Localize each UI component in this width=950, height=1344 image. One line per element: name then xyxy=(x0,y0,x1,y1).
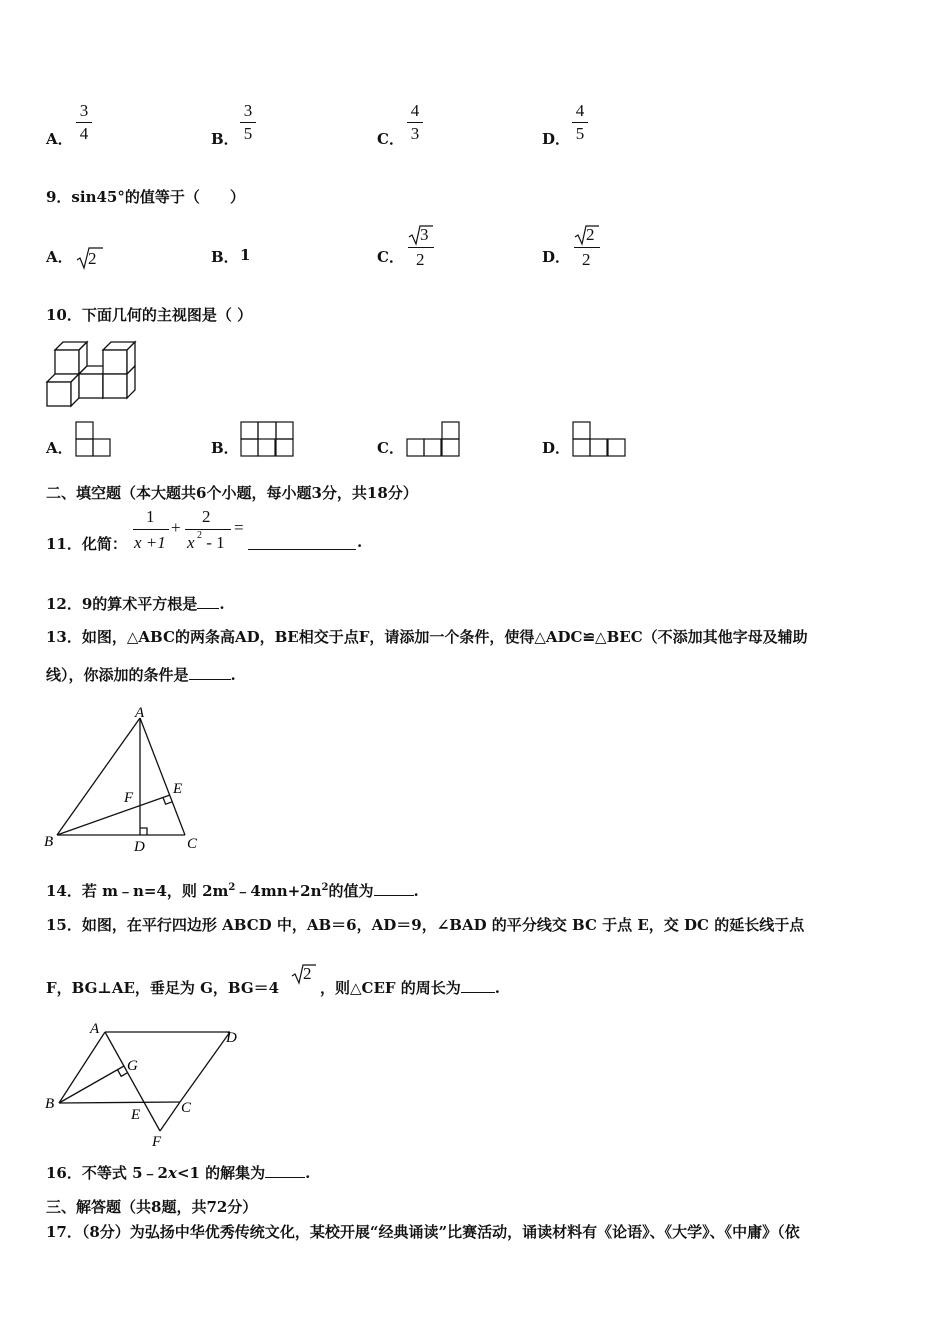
point-e-label: E xyxy=(131,1107,141,1123)
q16-end: . xyxy=(305,1164,311,1182)
q15-radicand: 2 xyxy=(303,964,312,983)
side-dc xyxy=(180,1032,230,1102)
fraction-bar xyxy=(185,529,231,530)
perpendicular-bg xyxy=(59,1066,124,1103)
numerator: 3 xyxy=(79,101,89,120)
fraction-bar xyxy=(408,247,434,248)
q14-exponent-2: 2 xyxy=(321,882,329,893)
q9-option-d-label: D． xyxy=(542,248,571,266)
q14-line xyxy=(46,880,419,901)
view-c-icon xyxy=(406,421,462,457)
q8-option-a-label: A． xyxy=(46,130,73,148)
denominator: 3 xyxy=(410,124,420,143)
q12-text: 12．9的算术平方根是 xyxy=(46,595,198,613)
q10-option-b-label: B． xyxy=(211,439,239,457)
denominator: 4 xyxy=(79,124,89,143)
q15-line2a: F，BG⊥AE，垂足为 G，BG＝4 xyxy=(46,979,280,997)
q15-line2b-wrap xyxy=(320,977,500,998)
numerator: 3 xyxy=(243,101,253,120)
q9-option-c-label: C． xyxy=(377,248,404,266)
side-ac xyxy=(140,718,185,835)
q13-line2-wrap xyxy=(46,664,236,685)
point-c-label: C xyxy=(181,1100,192,1116)
q11-fraction2-exponent: 2 xyxy=(197,530,202,541)
q9-option-c-numerator: 3 xyxy=(420,225,429,244)
right-angle-d xyxy=(140,828,147,835)
q10-stem: 10．下面几何的主视图是（ ） xyxy=(46,306,253,324)
fraction-bar xyxy=(133,529,169,530)
q14-answer-blank[interactable] xyxy=(374,881,414,896)
q16-line xyxy=(46,1162,310,1183)
q13-triangle-figure xyxy=(40,700,210,860)
q10-option-d-label: D． xyxy=(542,439,571,457)
q14-text-c: 的值为 xyxy=(328,882,374,900)
q16-text-b: <1 的解集为 xyxy=(176,1164,266,1182)
numerator: 4 xyxy=(410,101,420,120)
point-d-label: D xyxy=(226,1030,237,1046)
section-3-heading: 三、解答题（共8题，共72分） xyxy=(46,1198,258,1216)
q14-text-a: 14．若 m﹣n=4，则 2m xyxy=(46,882,229,900)
cube-stack-icon xyxy=(45,340,141,408)
denominator: 5 xyxy=(243,124,253,143)
q11-fraction1-denominator: x +1 xyxy=(134,533,166,552)
q11-end: . xyxy=(357,533,363,551)
view-a-icon xyxy=(75,421,113,457)
q15-line2b: ，则△CEF 的周长为 xyxy=(320,979,461,997)
q10-option-c-label: C． xyxy=(377,439,404,457)
side-bc xyxy=(59,1102,180,1103)
q15-parallelogram-figure xyxy=(40,1018,250,1153)
q9-option-b-value: 1 xyxy=(240,246,251,264)
q15-end: . xyxy=(494,979,501,997)
point-d-label: D xyxy=(134,839,145,855)
view-b-icon xyxy=(240,421,296,457)
q8-option-d-fraction xyxy=(572,101,588,144)
q9-option-b-label: B． xyxy=(211,248,239,266)
q11-prefix: 11．化简： xyxy=(46,535,127,553)
denominator: 5 xyxy=(575,124,585,143)
q13-end: . xyxy=(230,666,236,684)
q15-answer-blank[interactable] xyxy=(461,978,495,993)
point-f-label: F xyxy=(124,790,134,806)
q11-answer-blank[interactable] xyxy=(248,535,356,550)
q8-option-a-fraction xyxy=(76,101,92,144)
numerator: 4 xyxy=(575,101,585,120)
q14-text-b: ﹣4mn+2n xyxy=(235,882,322,900)
q8-option-c-label: C． xyxy=(377,130,404,148)
section-2-heading: 二、填空题（本大题共6个小题，每小题3分，共18分） xyxy=(46,484,418,502)
q12-line xyxy=(46,593,225,614)
q11-fraction2-numerator: 2 xyxy=(202,507,211,526)
point-c-label: C xyxy=(187,836,198,852)
q11-plus: + xyxy=(171,518,181,537)
q9-stem: 9．sin45°的值等于（ ） xyxy=(46,188,245,206)
q8-option-b-label: B． xyxy=(211,130,239,148)
q9-option-c-denominator: 2 xyxy=(416,250,425,269)
q16-answer-blank[interactable] xyxy=(265,1163,305,1178)
q12-end: . xyxy=(219,595,225,613)
q17-stem: 17．（8分）为弘扬中华优秀传统文化，某校开展“经典诵读”比赛活动，诵读材料有《论语》、《大学》、《中庸》（依 xyxy=(46,1223,800,1241)
point-f-label: F xyxy=(152,1134,162,1150)
q13-line1: 13．如图，△ABC的两条高AD，BE相交于点F，请添加一个条件，使得△ADC≌△BEC（不添加其他字母及辅助 xyxy=(46,628,808,646)
q9-option-d-denominator: 2 xyxy=(582,250,591,269)
side-ab xyxy=(59,1032,105,1103)
q8-option-b-fraction xyxy=(240,101,256,144)
q11-fraction2-denominator-rest: - 1 xyxy=(202,533,225,552)
q14-exponent-1: 2 xyxy=(228,882,236,893)
point-a-label: A xyxy=(135,705,145,721)
q8-option-d-label: D． xyxy=(542,130,571,148)
q13-answer-blank[interactable] xyxy=(189,665,231,680)
extension-cf xyxy=(160,1102,180,1131)
view-d-icon xyxy=(572,421,628,457)
q13-line2: 线），你添加的条件是 xyxy=(46,666,189,684)
side-ab xyxy=(57,718,140,835)
q16-variable: x xyxy=(167,1164,177,1182)
q11-fraction1-numerator: 1 xyxy=(146,507,155,526)
q14-end: . xyxy=(413,882,419,900)
q9-option-d-numerator: 2 xyxy=(586,225,595,244)
q9-option-a-label: A． xyxy=(46,248,73,266)
q16-text-a: 16．不等式 5﹣2 xyxy=(46,1164,168,1182)
point-a-label: A xyxy=(90,1021,100,1037)
q8-option-c-fraction xyxy=(407,101,423,144)
q10-option-a-label: A． xyxy=(46,439,73,457)
q15-line1: 15．如图，在平行四边形 ABCD 中，AB＝6，AD＝9，∠BAD 的平分线交 BC 于点 E，交 DC 的延长线于点 xyxy=(46,916,805,934)
point-b-label: B xyxy=(45,1096,55,1112)
point-g-label: G xyxy=(127,1058,138,1074)
fraction-bar xyxy=(574,247,600,248)
altitude-be xyxy=(57,795,170,835)
q12-answer-blank[interactable] xyxy=(197,594,219,609)
point-b-label: B xyxy=(44,834,54,850)
q11-fraction2-denominator-var: x xyxy=(187,533,195,552)
q9-option-a-value: 2 xyxy=(88,249,97,268)
q11-equals: = xyxy=(234,518,244,537)
point-e-label: E xyxy=(173,781,183,797)
